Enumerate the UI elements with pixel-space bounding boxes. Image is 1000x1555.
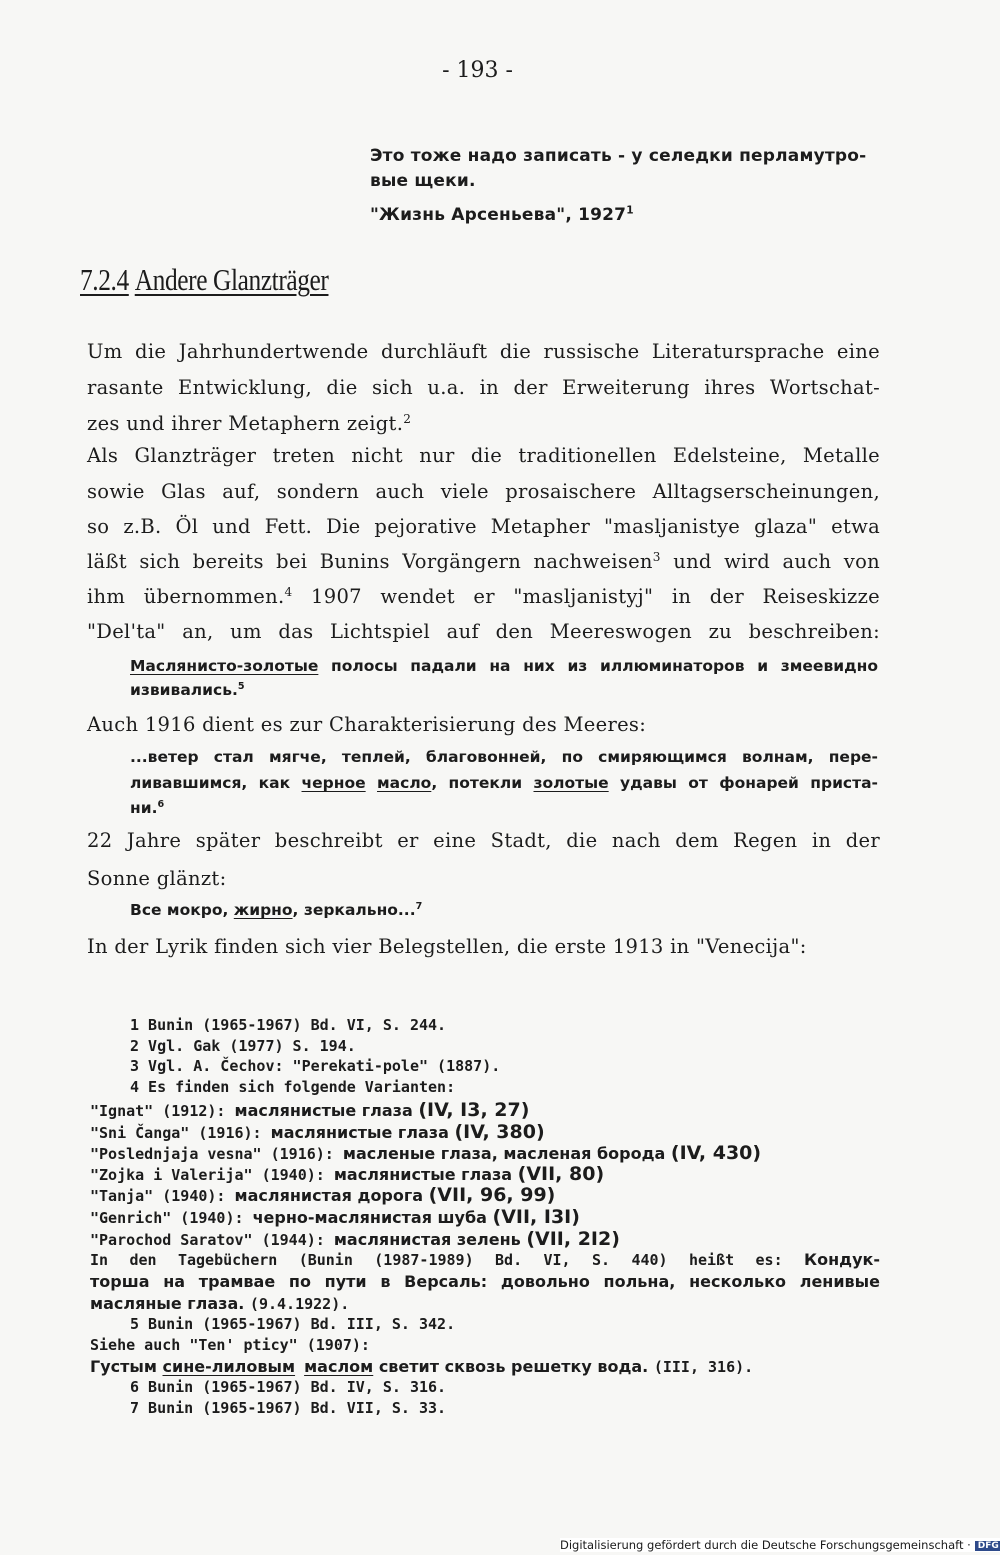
variant-line: "Parochod Saratov" (1944): маслянистая зелень (VII, 2I2) xyxy=(90,1228,620,1250)
text-line: läßt sich bereits bei Bunins Vorgängern nachweisen$^3$ und wird auch von xyxy=(87,549,880,573)
footnote-line: Siehe auch "Ten' pticy" (1907): xyxy=(90,1336,370,1354)
footnote-line: Густым сине-лиловым маслом светит сквозь решетку вода. (III, 316). xyxy=(90,1357,754,1376)
footer-text: Digitalisierung gefördert durch die Deutsche Forschungsgemeinschaft · xyxy=(560,1538,971,1552)
footnote: 5 Bunin (1965-1967) Bd. III, S. 342. xyxy=(130,1315,456,1333)
block-quote: Все мокро, жирно, зеркально...$^7$ xyxy=(130,901,423,919)
footnote: 7 Bunin (1965-1967) Bd. VII, S. 33. xyxy=(130,1399,447,1417)
text-line: Auch 1916 dient es zur Charakterisierung des Meeres: xyxy=(87,713,647,736)
footnote: 2 Vgl. Gak (1977) S. 194. xyxy=(130,1037,356,1055)
text-line: ihm übernommen.$^4$ 1907 wendet er "masljanistyj" in der Reiseskizze xyxy=(87,584,880,608)
quote-line: ни.$^6$ xyxy=(130,799,165,817)
footnote: 6 Bunin (1965-1967) Bd. IV, S. 316. xyxy=(130,1378,447,1396)
footnote-line: In den Tagebüchern (Bunin (1987-1989) Bd. VI, S. 440) heißt es: Кондук- xyxy=(90,1250,880,1269)
section-number: 7.2.4 xyxy=(80,262,129,297)
text-line: so z.B. Öl und Fett. Die pejorative Metapher "masljanistye glaza" etwa xyxy=(87,515,880,538)
variant-line: "Tanja" (1940): маслянистая дорога (VII, 96, 99) xyxy=(90,1184,556,1206)
footnote-ref: 6 xyxy=(157,799,165,811)
page-number: - 193 - xyxy=(442,58,513,83)
motto-source: "Жизнь Арсеньева", 1927$^1$ xyxy=(370,204,634,225)
text-line: In der Lyrik finden sich vier Belegstellen, die erste 1913 in "Venecija": xyxy=(87,935,807,958)
section-title: Andere Glanzträger xyxy=(134,262,329,297)
variant-line: "Genrich" (1940): черно-маслянистая шуба (VII, I3I) xyxy=(90,1206,580,1228)
motto-line: вые щеки. xyxy=(370,171,476,191)
dfg-logo: DFG xyxy=(975,1541,1000,1551)
digitization-footer xyxy=(560,1538,1000,1552)
motto-line: Это тоже надо записать - у селедки перламутро- xyxy=(370,146,867,166)
footnote-line: торша на трамвае по пути в Версаль: довольно польна, несколько ленивые xyxy=(90,1272,880,1291)
text-line: "Del'ta" an, um das Lichtspiel auf den Meereswogen zu beschreiben: xyxy=(87,620,880,643)
variant-line: "Zojka i Valerija" (1940): маслянистые глаза (VII, 80) xyxy=(90,1163,605,1185)
footnote-ref: 2 xyxy=(403,411,412,426)
footnote: 3 Vgl. A. Čechov: "Perekati-pole" (1887). xyxy=(130,1057,501,1075)
quote-line: Маслянисто-золотые полосы падали на них из иллюминаторов и змеевидно xyxy=(130,657,878,675)
footnote: 4 Es finden sich folgende Varianten: xyxy=(130,1078,456,1096)
quote-line: ливавшимся, как черное масло, потекли золотые удавы от фонарей приста- xyxy=(130,774,878,792)
text-line: Als Glanzträger treten nicht nur die traditionellen Edelsteine, Metalle xyxy=(87,444,880,467)
text-line: sowie Glas auf, sondern auch viele prosaischere Alltagserscheinungen, xyxy=(87,480,880,503)
text-line: 22 Jahre später beschreibt er eine Stadt, die nach dem Regen in der xyxy=(87,829,880,852)
footnote-ref: 7 xyxy=(415,901,423,913)
footnote: 1 Bunin (1965-1967) Bd. VI, S. 244. xyxy=(130,1016,447,1034)
text-line: zes und ihrer Metaphern zeigt.$^2$ xyxy=(87,411,412,435)
footnote-ref: 5 xyxy=(237,681,245,693)
quote-line: ...ветер стал мягче, теплей, благовонней, по смиряющимся волнам, пере- xyxy=(130,748,878,766)
variant-line: "Ignat" (1912): маслянистые глаза (IV, I3, 27) xyxy=(90,1099,530,1121)
quote-line: извивались.$^5$ xyxy=(130,681,245,699)
section-heading xyxy=(80,262,328,298)
variant-line: "Sni Čanga" (1916): маслянистые глаза (IV, 380) xyxy=(90,1121,545,1143)
variant-line: "Poslednjaja vesna" (1916): масленые глаза, масленая борода (IV, 430) xyxy=(90,1142,762,1164)
text-line: Um die Jahrhundertwende durchläuft die russische Literatursprache eine xyxy=(87,340,880,363)
footnote-line: масляные глаза. (9.4.1922). xyxy=(90,1294,350,1313)
footnote-ref: 1 xyxy=(626,204,634,217)
footnote-ref: 4 xyxy=(284,584,293,599)
text-line: Sonne glänzt: xyxy=(87,867,227,890)
footnote-ref: 3 xyxy=(652,549,661,564)
text-line: rasante Entwicklung, die sich u.a. in der Erweiterung ihres Wortschat- xyxy=(87,376,880,399)
